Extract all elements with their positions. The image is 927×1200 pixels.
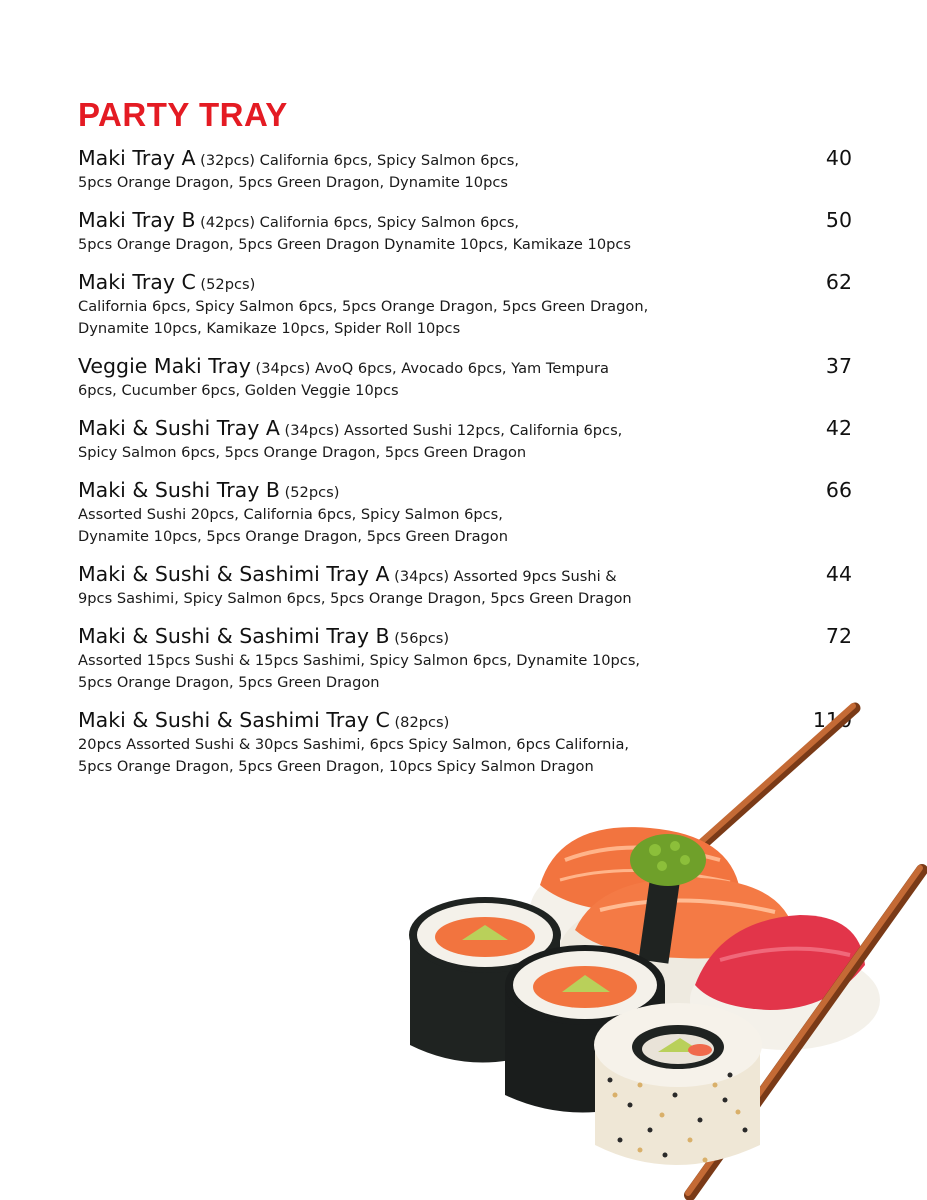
item-piece-count: (34pcs)	[279, 422, 340, 439]
item-price: 40	[825, 146, 852, 170]
item-name: Maki & Sushi Tray B	[78, 478, 280, 502]
item-description: California 6pcs, Spicy Salmon 6pcs,	[255, 214, 520, 231]
item-description: Assorted Sushi 12pcs, California 6pcs,	[339, 422, 623, 439]
menu-item-header	[78, 476, 748, 504]
item-description-line: 9pcs Sashimi, Spicy Salmon 6pcs, 5pcs Orange Dragon, 5pcs Green Dragon	[78, 590, 632, 607]
item-description: AvoQ 6pcs, Avocado 6pcs, Yam Tempura	[310, 360, 610, 377]
menu-item-header	[78, 268, 748, 296]
item-piece-count: (34pcs)	[250, 360, 311, 377]
item-description: Assorted 9pcs Sushi &	[449, 568, 617, 585]
uramaki-roll-icon	[594, 1003, 762, 1165]
item-name: Maki Tray B	[78, 208, 196, 232]
item-description-line: 5pcs Orange Dragon, 5pcs Green Dragon, Dynamite 10pcs	[78, 174, 508, 191]
menu-item	[78, 476, 868, 548]
item-price: 44	[825, 562, 852, 586]
menu-item-header	[78, 414, 748, 442]
menu-list	[78, 144, 868, 790]
item-price: 37	[825, 354, 852, 378]
item-piece-count: (82pcs)	[389, 714, 450, 731]
item-price: 66	[825, 478, 852, 502]
page-title: PARTY TRAY	[78, 96, 288, 133]
item-description-line: 5pcs Orange Dragon, 5pcs Green Dragon, 10pcs Spicy Salmon Dragon	[78, 758, 594, 775]
item-description-line: Spicy Salmon 6pcs, 5pcs Orange Dragon, 5pcs Green Dragon	[78, 444, 527, 461]
menu-item	[78, 268, 868, 340]
item-description-line: 6pcs, Cucumber 6pcs, Golden Veggie 10pcs	[78, 382, 399, 399]
wasabi-icon	[630, 834, 706, 886]
chopstick-icon	[683, 706, 855, 860]
item-name: Veggie Maki Tray	[78, 354, 251, 378]
item-description-line: 20pcs Assorted Sushi & 30pcs Sashimi, 6pcs Spicy Salmon, 6pcs California,	[78, 736, 630, 753]
menu-item	[78, 414, 868, 464]
menu-item	[78, 144, 868, 194]
menu-item-header	[78, 144, 748, 172]
item-name: Maki Tray C	[78, 270, 196, 294]
item-name: Maki & Sushi & Sashimi Tray B	[78, 624, 390, 648]
menu-item-header	[78, 352, 748, 380]
menu-item	[78, 560, 868, 610]
menu-item	[78, 352, 868, 402]
item-name: Maki & Sushi & Sashimi Tray C	[78, 708, 390, 732]
item-description-line: Dynamite 10pcs, Kamikaze 10pcs, Spider Roll 10pcs	[78, 320, 461, 337]
item-price: 50	[825, 208, 852, 232]
menu-item	[78, 622, 868, 694]
menu-item-header	[78, 206, 748, 234]
item-price: 110	[812, 708, 852, 732]
item-piece-count: (34pcs)	[389, 568, 450, 585]
item-description-line: 5pcs Orange Dragon, 5pcs Green Dragon Dynamite 10pcs, Kamikaze 10pcs	[78, 236, 632, 253]
item-piece-count: (32pcs)	[195, 152, 256, 169]
item-price: 42	[825, 416, 852, 440]
item-piece-count: (42pcs)	[195, 214, 256, 231]
item-description: California 6pcs, Spicy Salmon 6pcs,	[255, 152, 520, 169]
item-price: 62	[825, 270, 852, 294]
menu-item-header	[78, 560, 748, 588]
sushi-platter-icon	[400, 700, 927, 1200]
item-name: Maki & Sushi & Sashimi Tray A	[78, 562, 390, 586]
item-description-line: 5pcs Orange Dragon, 5pcs Green Dragon	[78, 674, 380, 691]
item-name: Maki & Sushi Tray A	[78, 416, 280, 440]
menu-item	[78, 206, 868, 256]
item-description-line: Dynamite 10pcs, 5pcs Orange Dragon, 5pcs Green Dragon	[78, 528, 508, 545]
item-piece-count: (52pcs)	[279, 484, 340, 501]
item-price: 72	[825, 624, 852, 648]
item-piece-count: (56pcs)	[389, 630, 450, 647]
item-description-line: Assorted 15pcs Sushi & 15pcs Sashimi, Spicy Salmon 6pcs, Dynamite 10pcs,	[78, 652, 641, 669]
item-description-line: California 6pcs, Spicy Salmon 6pcs, 5pcs Orange Dragon, 5pcs Green Dragon,	[78, 298, 649, 315]
item-piece-count: (52pcs)	[195, 276, 256, 293]
item-name: Maki Tray A	[78, 146, 196, 170]
item-description-line: Assorted Sushi 20pcs, California 6pcs, Spicy Salmon 6pcs,	[78, 506, 503, 523]
menu-item-header	[78, 622, 748, 650]
